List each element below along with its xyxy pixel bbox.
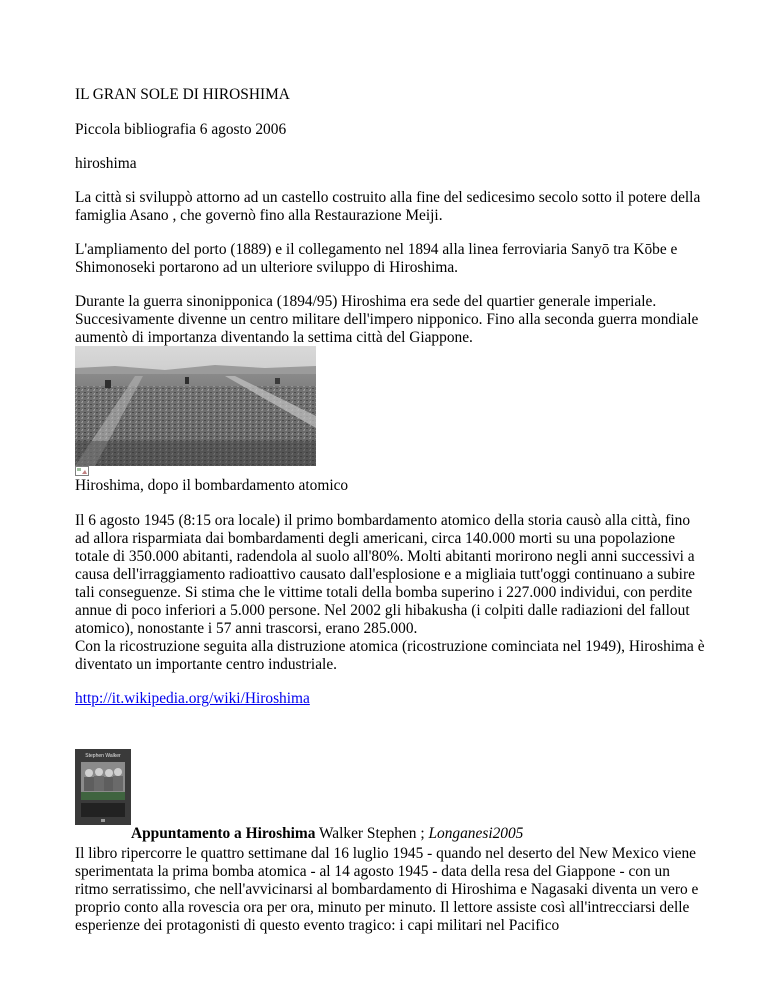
paragraph-bombing: Il 6 agosto 1945 (8:15 ora locale) il primo bombardamento atomico della storia causò alla città, fino ad allora risparmiata dai bombardamenti degli americani, circa 140.000 morti su una popolazione totale di 350.000 abitanti, radendola al suolo all'80%. Molti abitanti morirono negli anni successivi a causa dell'irraggiamento radioattivo causato dall'esplosione e a migliaia tutt'oggi continuano a subire tali conseguenze. Si stima che le vittime totali della bomba superino i 227.000 individui, con perdite annue di poco inferiori a 5.000 persone. Nel 2002 gli hibakusha (i colpiti dalle radiazioni del fallout atomico), nonostante i 57 anni trascorsi, erano 285.000. xyxy=(75,512,695,637)
book-cover-image xyxy=(75,749,131,825)
section-label: hiroshima xyxy=(75,155,137,172)
document-subtitle: Piccola bibliografia 6 agosto 2006 xyxy=(75,121,287,138)
wikipedia-link[interactable]: http://it.wikipedia.org/wiki/Hiroshima xyxy=(75,690,310,707)
book-entry xyxy=(131,825,523,843)
book-cover-author: Stephen Walker xyxy=(85,753,121,759)
paragraph-port: L'ampliamento del porto (1889) e il collegamento nel 1894 alla linea ferroviaria Sanyō tra Kōbe e Shimonoseki portarono ad un ulteriore sviluppo di Hiroshima. xyxy=(75,241,678,276)
book-title: Appuntamento a Hiroshima xyxy=(131,825,316,843)
photo-caption: Hiroshima, dopo il bombardamento atomico xyxy=(75,477,349,494)
paragraph-book-summary: Il libro ripercorre le quattro settimane dal 16 luglio 1945 - quando nel deserto del New Mexico viene sperimentata la prima bomba atomica - al 14 agosto 1945 - data della resa del Giappone - con un ritmo serratissimo, che nell'avvicinarsi al bombardamento di Hiroshima e Nagasaki diventa un vero e proprio conto alla rovescia ora per ora, minuto per minuto. Il lettore assiste così all'intrecciarsi delle esperienze dei protagonisti di questo evento tragico: i capi militari nel Pacifico xyxy=(75,845,699,934)
book-publisher: Longanesi2005 xyxy=(428,825,524,843)
paragraph-reconstruction: Con la ricostruzione seguita alla distruzione atomica (ricostruzione cominciata nel 1949), Hiroshima è diventato un importante centro industriale. xyxy=(75,638,705,673)
wikipedia-link-paragraph xyxy=(75,690,705,708)
book-author: Walker Stephen ; xyxy=(315,825,429,843)
paragraph-history: La città si sviluppò attorno ad un castello costruito alla fine del sedicesimo secolo sotto il potere della famiglia Asano , che governò fino alla Restaurazione Meiji. xyxy=(75,189,701,224)
broken-image-icon xyxy=(75,466,89,476)
document-title: IL GRAN SOLE DI HIROSHIMA xyxy=(75,86,290,103)
hiroshima-ruins-photo xyxy=(75,346,316,466)
paragraph-war: Durante la guerra sinonipponica (1894/95) Hiroshima era sede del quartier generale imperiale. Succesivamente divenne un centro militare dell'impero nipponico. Fino alla seconda guerra mondiale aumentò di importanza diventando la settima città del Giappone. xyxy=(75,293,699,346)
